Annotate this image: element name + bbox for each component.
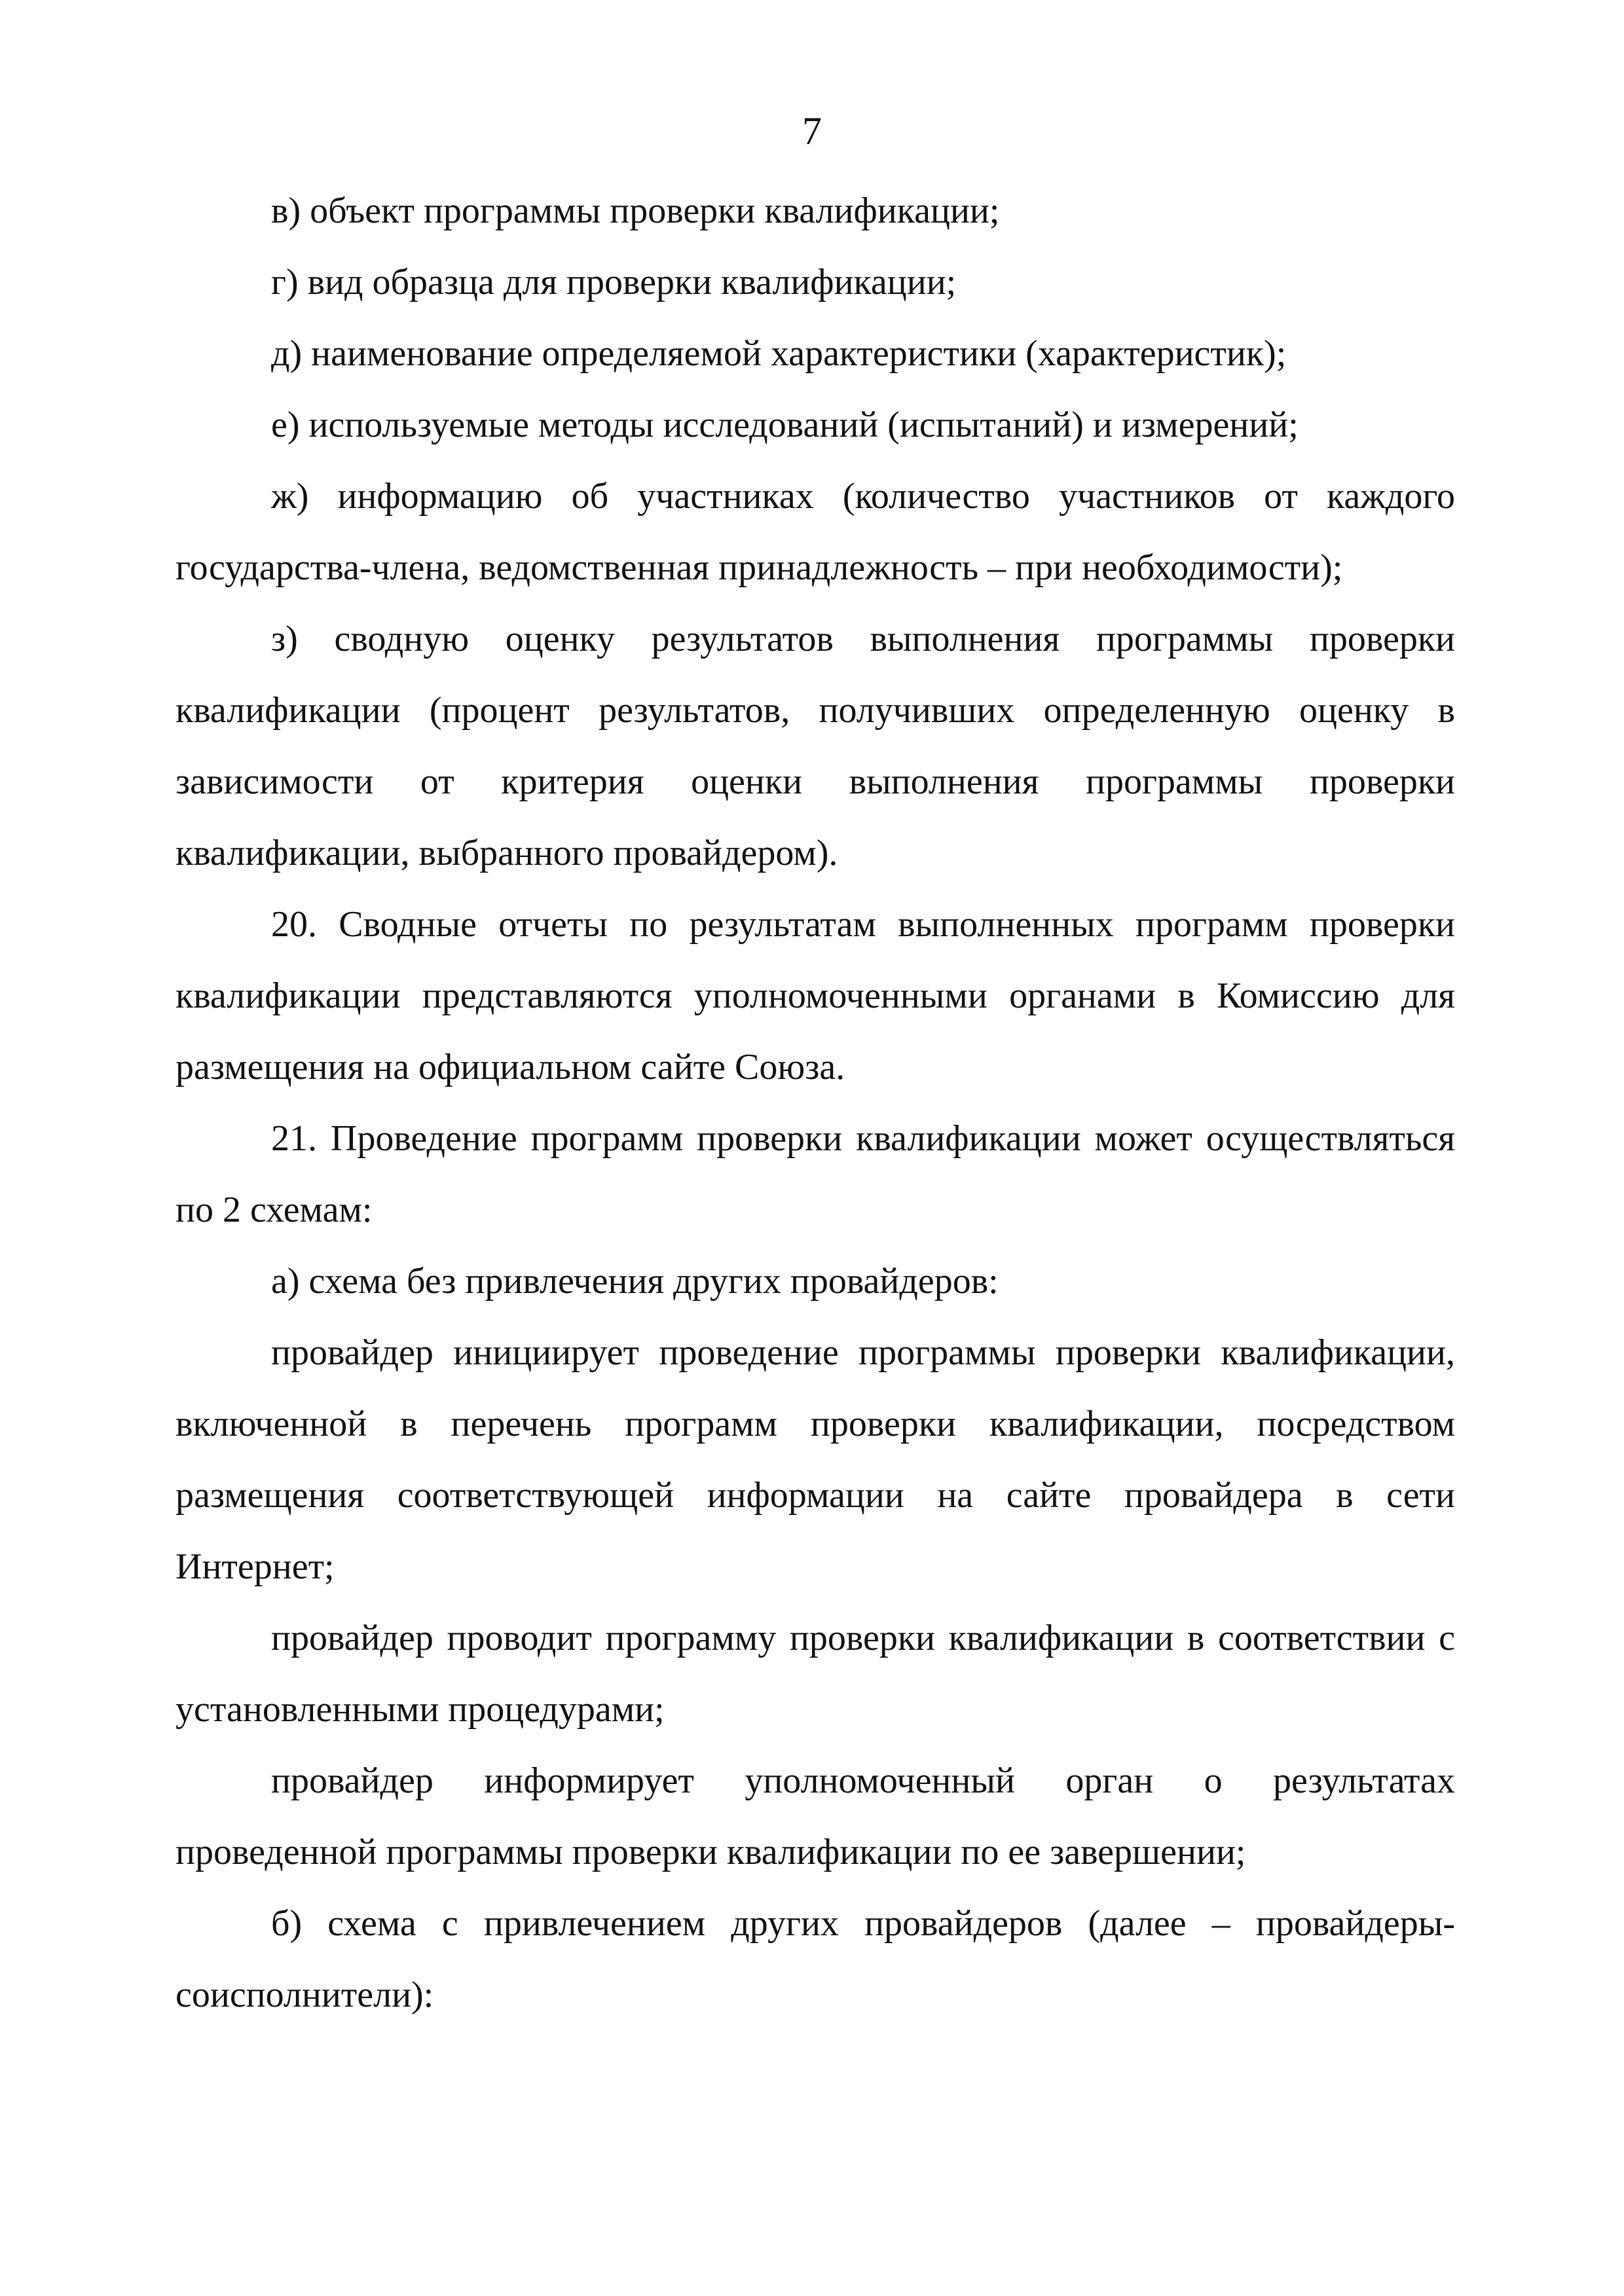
list-item-z: з) сводную оценку результатов выполнения программы проверки квалификации (процент результатов, получивших определенную оценку в зависимости от критерия оценки выполнения программы проверки квалификации, выбранного провайдером). [175,619,1455,873]
scheme-a-step-3: провайдер информирует уполномоченный орган о результатах проведенной программы проверки квалификации по ее завершении; [175,1760,1455,1872]
document-body [175,175,1455,2031]
scheme-a-step-1: провайдер инициирует проведение программы проверки квалификации, включенной в перечень программ проверки квалификации, посредством размещения соответствующей информации на сайте провайдера в сети Интернет; [175,1332,1455,1587]
page-number: 7 [802,109,822,153]
clause-20: 20. Сводные отчеты по результатам выполненных программ проверки квалификации представляются уполномоченными органами в Комиссию для размещения на официальном сайте Союза. [175,904,1455,1087]
list-item-g: г) вид образца для проверки квалификации; [271,262,957,302]
list-item-e: е) используемые методы исследований (испытаний) и измерений; [271,405,1299,445]
clause-21: 21. Проведение программ проверки квалификации может осуществляться по 2 схемам: [175,1118,1455,1230]
scheme-a-heading: а) схема без привлечения других провайдеров: [271,1261,999,1302]
list-item-v: в) объект программы проверки квалификации; [271,191,1000,231]
scheme-a-step-2: провайдер проводит программу проверки квалификации в соответствии с установленными процедурами; [175,1618,1455,1730]
list-item-zh: ж) информацию об участниках (количество участников от каждого государства-члена, ведомственная принадлежность – при необходимости); [175,476,1455,588]
list-item-d: д) наименование определяемой характеристики (характеристик); [271,333,1287,374]
scheme-b-heading: б) схема с привлечением других провайдеров (далее – провайдеры-соисполнители): [175,1903,1455,2015]
